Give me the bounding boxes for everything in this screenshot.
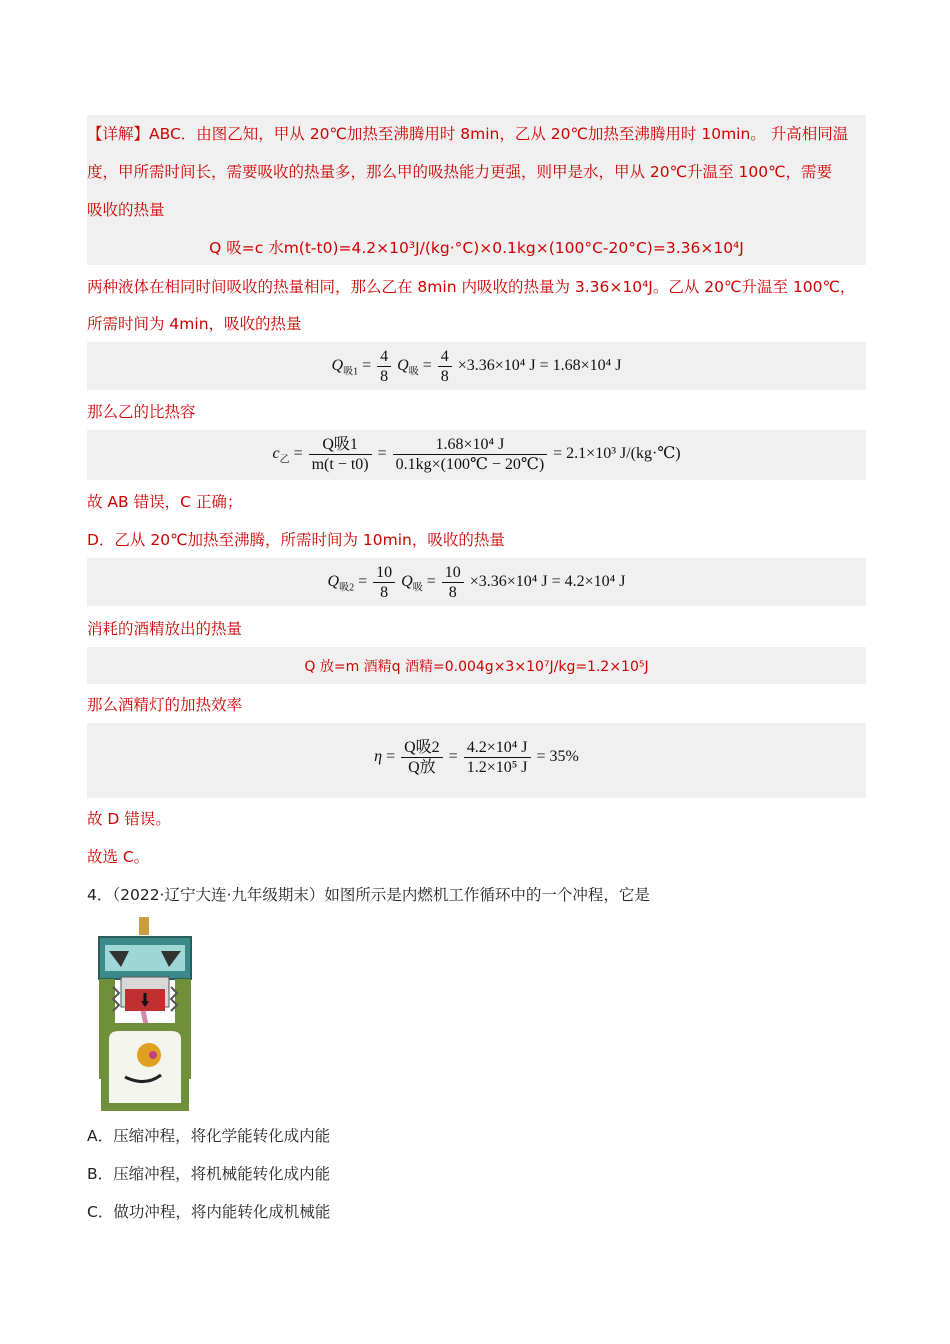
detail-line-3: 吸收的热量 (87, 201, 165, 219)
equation-heat-absorbed: Q 吸=c 水m(t-t0)=4.2×10³J/(kg·°C)×0.1kg×(100°C-20°C)=3.36×10⁴J (209, 239, 744, 257)
detail-line-11: 故 D 错误。 (87, 810, 171, 828)
equation-specific-heat: $c_乙$ = $\frac{\text{Q吸1}}{m(t - t0)}$ = $\frac{\text{1.68×10⁴ J}}{0.1kg\times(100℃ - 20℃)}$ = 2.1×10³ J/(kg·℃) (272, 436, 681, 473)
question-stem: 4．（2022·辽宁大连·九年级期末）如图所示是内燃机工作循环中的一个冲程，它是 (87, 886, 650, 904)
equation-q-absorbed-2: $Q_{吸2}$ = $\frac{10}{8}$ $Q_吸$ = $\frac{10}{8}$ ×3.36×10⁴ J = 4.2×10⁴ J (327, 564, 626, 601)
option-a: A．压缩冲程，将化学能转化成内能 (87, 1127, 331, 1145)
equation-2-shade (87, 342, 866, 390)
detail-line-8: D．乙从 20℃加热至沸腾，所需时间为 10min，吸收的热量 (87, 531, 505, 549)
detail-line-12: 故选 C。 (87, 848, 150, 866)
detail-line-1: 【详解】ABC．由图乙知，甲从 20℃加热至沸腾用时 8min，乙从 20℃加热至沸腾用时 10min。 升高相同温 (87, 125, 849, 143)
detail-line-4: 两种液体在相同时间吸收的热量相同，那么乙在 8min 内吸收的热量为 3.36×10⁴J。乙从 20℃升温至 100℃， (87, 278, 856, 296)
equation-5-shade (87, 647, 866, 684)
equation-4-shade (87, 558, 866, 606)
engine-stroke-diagram (95, 915, 195, 1120)
detail-line-9: 消耗的酒精放出的热量 (87, 620, 243, 638)
equation-3-shade (87, 430, 866, 480)
detail-line-5: 所需时间为 4min，吸收的热量 (87, 315, 302, 333)
equation-efficiency: η = $\frac{\text{Q吸2}}{\text{Q放}}$ = $\frac{\text{4.2×10⁴ J}}{\text{1.2×10⁵ J}}$ = 35% (374, 739, 579, 776)
spark-plug-icon (139, 917, 149, 935)
equation-q-absorbed-1: $Q_{吸1}$ = $\frac{4}{8}$ $Q_吸$ = $\frac{4}{8}$ ×3.36×10⁴ J = 1.68×10⁴ J (331, 348, 622, 385)
equation-6-shade (87, 723, 866, 798)
option-b: B．压缩冲程，将机械能转化成内能 (87, 1165, 331, 1183)
detail-line-7: 故 AB 错误，C 正确； (87, 493, 243, 511)
option-c: C．做功冲程，将内能转化成机械能 (87, 1203, 331, 1221)
detail-line-6: 那么乙的比热容 (87, 403, 196, 421)
detail-line-10: 那么酒精灯的加热效率 (87, 696, 243, 714)
detail-line-2: 度，甲所需时间长，需要吸收的热量多，那么甲的吸热能力更强，则甲是水，甲从 20℃升温至 100℃，需要 (87, 163, 832, 181)
equation-heat-released: Q 放=m 酒精q 酒精=0.004g×3×10⁷J/kg=1.2×10⁵J (304, 659, 649, 675)
